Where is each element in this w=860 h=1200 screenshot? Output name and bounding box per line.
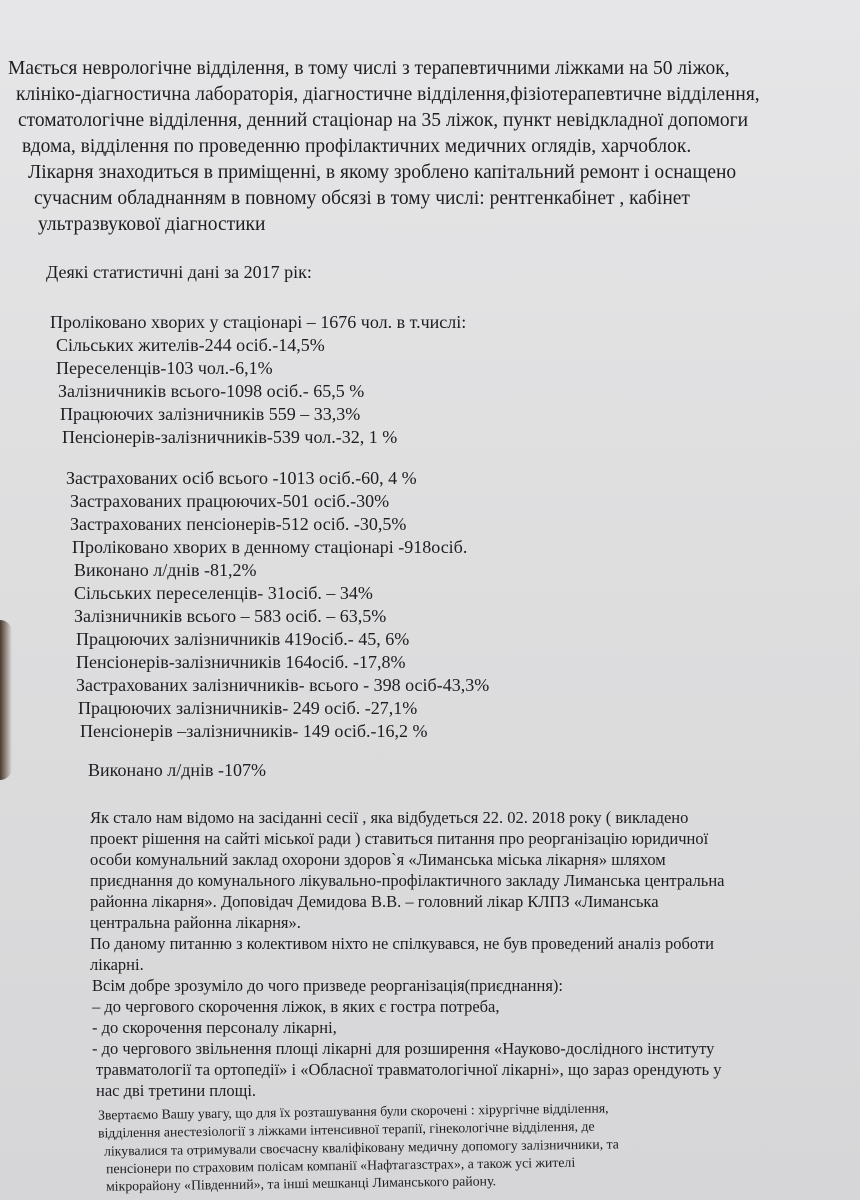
body-line: - до скорочення персоналу лікарні, bbox=[92, 1018, 337, 1037]
body-line: особи комунальний заклад охорони здоров`я «Лиманська міська лікарня» шляхом bbox=[90, 850, 666, 869]
closing-line: лікувалися та отримували своєчасну кваліфіковану медичну допомогу залізничники, та bbox=[103, 1136, 619, 1159]
intro-line: клініко-діагностична лабораторія, діагностичне відділення,фізіотерапевтичне відділення, bbox=[16, 84, 760, 105]
stats-line: Переселенців-103 чол.-6,1% bbox=[56, 358, 273, 378]
body-line: - до чергового звільнення площі лікарні для розширення «Науково-дослідного інституту bbox=[92, 1039, 715, 1058]
stats-line: Залізничників всього – 583 осіб. – 63,5% bbox=[74, 606, 387, 626]
intro-line: сучасним обладнанням в повному обсязі в тому числі: рентгенкабінет , кабінет bbox=[34, 188, 690, 209]
stats-line: Проліковано хворих у стаціонарі – 1676 чол. в т.числі: bbox=[50, 312, 467, 332]
stats-line: Виконано л/днів -107% bbox=[88, 760, 266, 780]
body-line: – до чергового скорочення ліжок, в яких є гостра потреба, bbox=[92, 997, 500, 1016]
stats-line: Пенсіонерів-залізничників 164осіб. -17,8% bbox=[76, 652, 406, 672]
closing-line: відділення анестезіології з ліжками інтенсивної терапії, гінекологічне відділення, де bbox=[97, 1118, 595, 1141]
body-line: центральна районна лікарня». bbox=[90, 913, 301, 932]
stats-line: Пенсіонерів –залізничників- 149 осіб.-16,2 % bbox=[80, 721, 428, 741]
stats-line: Працюючих залізничників- 249 осіб. -27,1% bbox=[78, 698, 418, 718]
body-line: приєднання до комунального лікувально-профілактичного закладу Лиманська центральна bbox=[90, 871, 725, 890]
stats-line: Пенсіонерів-залізничників-539 чол.-32, 1 % bbox=[62, 427, 398, 447]
intro-line: вдома, відділення по проведенню профілактичних медичних оглядів, харчоблок. bbox=[22, 136, 692, 157]
stats-line: Виконано л/днів -81,2% bbox=[74, 560, 257, 580]
intro-line: стоматологічне відділення, денний стаціонар на 35 ліжок, пункт невідкладної допомоги bbox=[18, 110, 749, 131]
stats-line: Працюючих залізничників 419осіб.- 45, 6% bbox=[76, 629, 410, 649]
body-line: По даному питанню з колективом ніхто не спілкувався, не був проведений аналіз роботи bbox=[90, 934, 714, 953]
page-edge-shadow bbox=[0, 620, 12, 780]
intro-line: ультразвукової діагностики bbox=[38, 214, 266, 235]
stats-line: Сільських переселенців- 31осіб. – 34% bbox=[74, 583, 373, 603]
stats-line: Застрахованих працюючих-501 осіб.-30% bbox=[70, 491, 390, 511]
body-line: лікарні. bbox=[90, 955, 144, 974]
body-line: Всім добре зрозуміло до чого призведе реорганізація(приєднання): bbox=[92, 976, 563, 995]
intro-line: Мається неврологічне відділення, в тому числі з терапевтичними ліжками на 50 ліжок, bbox=[8, 58, 730, 79]
stats-line: Застрахованих залізничників- всього - 398 осіб-43,3% bbox=[76, 675, 490, 695]
stats-line: Проліковано хворих в денному стаціонарі -918осіб. bbox=[72, 537, 468, 557]
stats-line: Застрахованих осіб всього -1013 осіб.-60, 4 % bbox=[66, 468, 417, 488]
body-line: травматології та ортопедії» і «Обласної травматологічної лікарні», що зараз орендують у bbox=[96, 1060, 722, 1079]
intro-line: Лікарня знаходиться в приміщенні, в якому зроблено капітальний ремонт і оснащено bbox=[28, 162, 737, 183]
body-line: районна лікарня». Доповідач Демидова В.В. – головний лікар КЛПЗ «Лиманська bbox=[90, 892, 659, 911]
closing-line: Звертаємо Вашу увагу, що для їх розташування були скорочені : хірургічне відділення, bbox=[97, 1100, 609, 1123]
stats-heading: Деякі статистичні дані за 2017 рік: bbox=[46, 262, 312, 282]
stats-line: Застрахованих пенсіонерів-512 осіб. -30,5% bbox=[70, 514, 407, 534]
stats-line: Сільських жителів-244 осіб.-14,5% bbox=[56, 335, 325, 355]
stats-line: Працюючих залізничників 559 – 33,3% bbox=[60, 404, 361, 424]
closing-line: мікрорайону «Південний», та інші мешканці Лиманського району. bbox=[105, 1173, 497, 1194]
body-line: проект рішення на сайті міської ради ) ставиться питання про реорганізацію юридичної bbox=[90, 829, 709, 848]
stats-line: Залізничників всього-1098 осіб.- 65,5 % bbox=[58, 381, 365, 401]
body-line: Як стало нам відомо на засіданні сесії , яка відбудеться 22. 02. 2018 року ( викладено bbox=[90, 808, 689, 827]
closing-line: пенсіонери по страховим полісам компанії «Нафтагазстрах», а також усі жителі bbox=[105, 1154, 576, 1177]
body-line: нас дві третини площі. bbox=[96, 1081, 257, 1100]
